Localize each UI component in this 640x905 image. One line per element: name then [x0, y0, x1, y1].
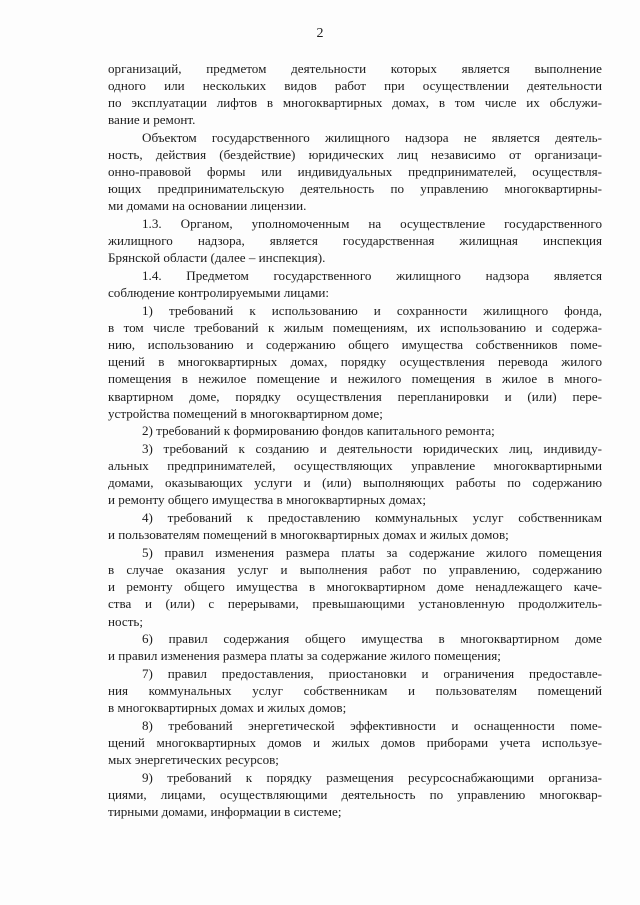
text-line: и правил изменения размера платы за содержание жилого помещения; — [108, 648, 501, 664]
text-line: одного или нескольких видов работ при осуществлении деятельности — [108, 78, 602, 94]
paragraph — [108, 769, 602, 820]
text-line: устройства помещений в многоквартирном доме; — [108, 405, 383, 421]
text-line: 8) требований энергетической эффективности и оснащенности поме- — [142, 718, 602, 734]
paragraph — [108, 509, 602, 543]
text-line: вание и ремонт. — [108, 112, 196, 128]
text-line: в случае оказания услуг и выполнения работ по управлению, содержанию — [108, 562, 602, 578]
text-line: щений в многоквартирных домах, порядку осуществления перевода жилого — [108, 354, 602, 370]
text-line: жилищного надзора, является государственная жилищная инспекция — [108, 233, 602, 249]
text-line: 3) требований к созданию и деятельности юридических лиц, индивиду- — [142, 441, 602, 457]
text-line: онно-правовой формы или индивидуальных предпринимателей, осуществля- — [108, 164, 602, 180]
text-line: циями, лицами, осуществляющими деятельность по управлению многоквар- — [108, 787, 602, 803]
paragraph — [108, 129, 602, 214]
text-line: ющих предпринимательскую деятельность по управлению многоквартирны- — [108, 181, 602, 197]
text-line: квартирном доме, порядку осуществления перепланировки и (или) пере- — [108, 388, 602, 404]
paragraph — [108, 440, 602, 508]
paragraph — [108, 422, 602, 439]
text-line: ния коммунальных услуг собственникам и пользователям помещений — [108, 683, 602, 699]
text-line: ми домами на основании лицензии. — [108, 198, 307, 214]
text-line: организаций, предметом деятельности которых является выполнение — [108, 61, 602, 76]
paragraph — [108, 717, 602, 768]
text-line: Брянской области (далее – инспекция). — [108, 250, 326, 266]
text-line: в том числе требований к жилым помещениям, их использованию и содержа- — [108, 320, 602, 336]
text-line: домами, оказывающих услуги и (или) выполняющих работы по содержанию — [108, 475, 602, 491]
text-line: 2) требований к формированию фондов капитального ремонта; — [142, 423, 495, 439]
text-line: 9) требований к порядку размещения ресурсоснабжающими организа- — [142, 770, 602, 786]
paragraph — [108, 215, 602, 266]
text-line: ность, действия (бездействие) юридических лиц независимо от организаци- — [108, 147, 602, 163]
text-line: нию, использованию и содержанию общего имущества собственников поме- — [108, 337, 602, 353]
text-line: помещения в нежилое помещение и нежилого помещения в жилое в много- — [108, 371, 602, 387]
text-line: 6) правил содержания общего имущества в многоквартирном доме — [142, 631, 602, 647]
paragraph — [108, 544, 602, 629]
text-line: 1.4. Предметом государственного жилищного надзора является — [142, 268, 602, 284]
text-line: ность; — [108, 613, 144, 629]
text-line: в многоквартирных домах и жилых домов; — [108, 700, 347, 716]
paragraph — [108, 630, 602, 664]
text-line: тирными домами, информации в системе; — [108, 804, 342, 820]
text-line: альных предпринимателей, осуществляющих управление многоквартирными — [108, 458, 602, 474]
text-line: мых энергетических ресурсов; — [108, 752, 279, 768]
text-line: соблюдение контролируемыми лицами: — [108, 285, 330, 301]
text-line: и ремонту общего имущества в многоквартирных домах; — [108, 492, 427, 508]
text-line: ства и (или) с перерывами, превышающими установленную продолжитель- — [108, 596, 602, 612]
text-line: 4) требований к предоставлению коммунальных услуг собственникам — [142, 510, 602, 526]
page-number: 2 — [316, 26, 324, 41]
text-line: и пользователям помещений в многоквартирных домах и жилых домов; — [108, 527, 509, 543]
text-line: и ремонту общего имущества в многоквартирном доме ненадлежащего каче- — [108, 579, 602, 595]
text-line: 1) требований к использованию и сохранности жилищного фонда, — [142, 303, 602, 319]
text-line: 7) правил предоставления, приостановки и ограничения предоставле- — [142, 666, 602, 682]
paragraph — [108, 267, 602, 301]
paragraph — [108, 302, 602, 422]
text-line: 5) правил изменения размера платы за содержание жилого помещения — [142, 545, 602, 561]
text-line: Объектом государственного жилищного надзора не является деятель- — [142, 130, 602, 146]
paragraph — [108, 665, 602, 716]
document-body — [108, 60, 602, 821]
text-line: щений многоквартирных домов и жилых домов приборами учета используе- — [108, 735, 602, 751]
text-line: по эксплуатации лифтов в многоквартирных домах, в том числе их обслужи- — [108, 95, 602, 111]
text-line: 1.3. Органом, уполномоченным на осуществление государственного — [142, 216, 602, 232]
paragraph — [108, 60, 602, 128]
